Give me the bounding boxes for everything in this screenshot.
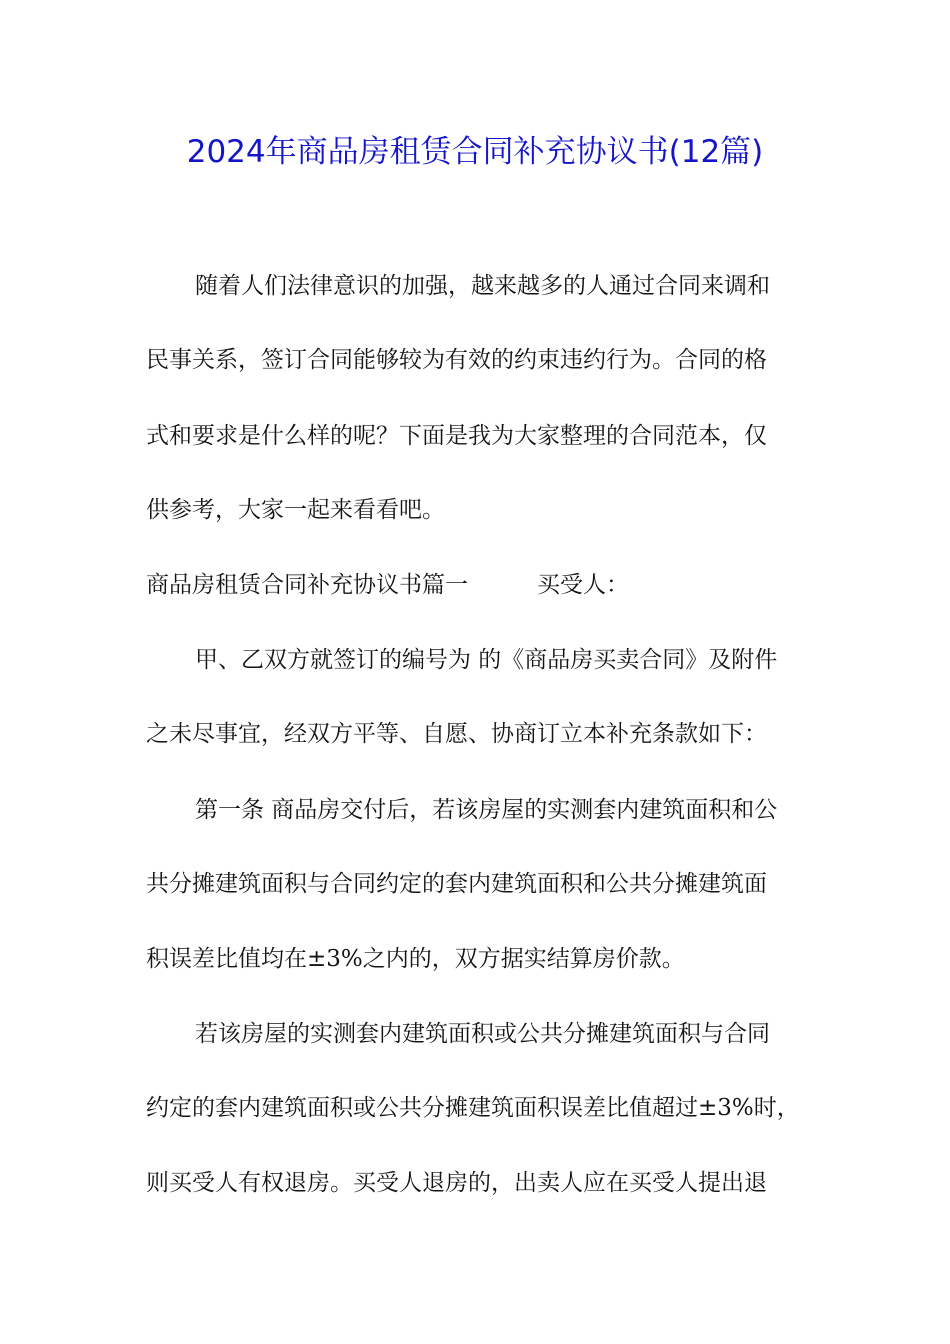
section-heading-line: 商品房租赁合同补充协议书篇一 买受人：	[146, 572, 629, 598]
paragraph-line: 民事关系，签订合同能够较为有效的约束违约行为。合同的格	[146, 347, 767, 373]
paragraph-line: 第一条 商品房交付后，若该房屋的实测套内建筑面积和公	[195, 797, 778, 823]
paragraph-line: 供参考，大家一起来看看吧。	[146, 497, 445, 523]
document-title: 2024年商品房租赁合同补充协议书(12篇)	[186, 134, 764, 170]
paragraph-line: 式和要求是什么样的呢？下面是我为大家整理的合同范本，仅	[146, 423, 767, 449]
paragraph-line: 则买受人有权退房。买受人退房的，出卖人应在买受人提出退	[146, 1170, 767, 1196]
paragraph-line: 甲、乙双方就签订的编号为 的《商品房买卖合同》及附件	[195, 647, 778, 673]
paragraph-line: 共分摊建筑面积与合同约定的套内建筑面积和公共分摊建筑面	[146, 871, 767, 897]
paragraph-line: 若该房屋的实测套内建筑面积或公共分摊建筑面积与合同	[195, 1021, 770, 1047]
paragraph-line: 之未尽事宜，经双方平等、自愿、协商订立本补充条款如下：	[146, 721, 767, 747]
paragraph-line: 约定的套内建筑面积或公共分摊建筑面积误差比值超过±3%时，	[146, 1095, 800, 1121]
paragraph-line: 随着人们法律意识的加强，越来越多的人通过合同来调和	[195, 273, 770, 299]
paragraph-line: 积误差比值均在±3%之内的，双方据实结算房价款。	[146, 946, 685, 972]
